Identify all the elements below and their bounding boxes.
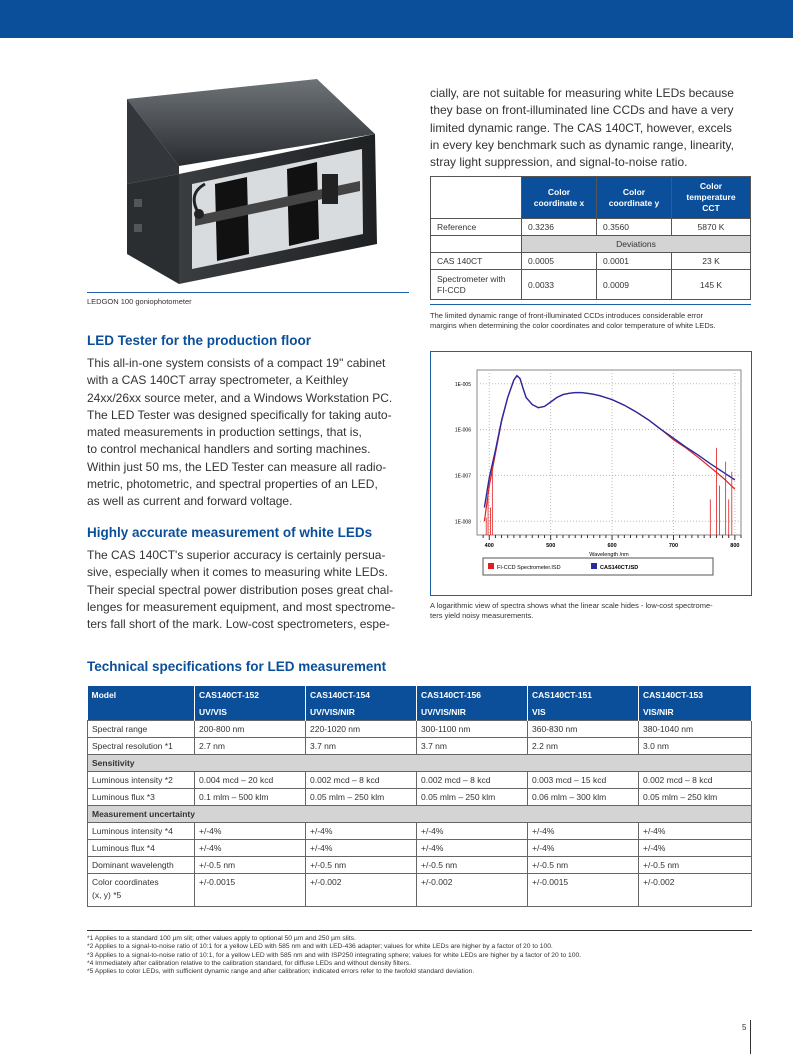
spec-section-label: Sensitivity: [88, 755, 752, 772]
section-heading-led-tester: LED Tester for the production floor: [87, 333, 311, 348]
spec-row-label: Luminous intensity *2: [88, 772, 195, 789]
spec-cell: 0.003 mcd – 15 kcd: [528, 772, 639, 789]
spec-subheader-3: UV/VIS/NIR: [417, 703, 528, 721]
graph-caption: A logarithmic view of spectra shows what the linear scale hides - low-cost spectrome- ters yield noisy measurements.: [430, 601, 713, 620]
col-header-cct: Color temperature CCT: [672, 177, 751, 219]
spec-cell: 220-1020 nm: [306, 721, 417, 738]
spec-cell: 0.05 mlm – 250 klm: [306, 789, 417, 806]
table-row: [88, 857, 752, 874]
spec-header-2: CAS140CT-154: [306, 686, 417, 703]
spec-cell: +/-0.002: [306, 874, 417, 907]
footnotes: *1 Applies to a standard 100 µm slit; other values apply to optional 50 µm and 250 µm slits. *2 Applies to a signal-to-noise ratio of 10:1 for a yellow LED with 585 nm and with LED-436 adapter; values for white LEDs are higher by a factor of 20 to 100. *3 Applies to a signal-to-noise ratio of 10:1, for a yellow LED with 585 nm and with ISP250 integrating sphere; values for white LEDs are higher by a factor of 20 to 100. *4 Immediately after calibration relative to the calibration standard, for diffuse LEDs and without density filters. *5 Applies to color LEDs, with sufficient dynamic range and after calibration; indicated errors refer to the twofold standard deviation.: [87, 930, 752, 976]
spec-section-label: Measurement uncertainty: [88, 806, 752, 823]
spec-subheader-1: UV/VIS: [195, 703, 306, 721]
spec-cell: +/-4%: [306, 823, 417, 840]
spec-cell: 300-1100 nm: [417, 721, 528, 738]
color-coordinate-table: [430, 176, 751, 300]
spectrum-chart: [431, 352, 751, 595]
x-tick-label: 400: [484, 543, 494, 549]
spec-cell: +/-4%: [195, 823, 306, 840]
y-tick-label: 1E-008: [454, 519, 471, 526]
spec-header-0: Model: [88, 686, 195, 703]
spec-cell: +/-0.5 nm: [195, 857, 306, 874]
photo-caption: LEDGON 100 goniophotometer: [87, 297, 192, 306]
spec-cell: +/-0.5 nm: [306, 857, 417, 874]
spec-row-label: Luminous flux *3: [88, 789, 195, 806]
table-row: CAS 140CT 0.0005 0.0001 23 K: [431, 253, 751, 270]
spec-cell: +/-4%: [417, 840, 528, 857]
spec-subheader-4: VIS: [528, 703, 639, 721]
spec-row-label: Color coordinates (x, y) *5: [88, 874, 195, 907]
table-rule: [430, 304, 751, 305]
x-tick-label: 700: [668, 543, 679, 549]
page-number: 5: [742, 1023, 747, 1032]
right-intro-text: cially, are not suitable for measuring white LEDs because they base on front-illuminated line CCDs and have a very limited dynamic range. The CAS 140CT, however, excels in every key benchmark such as dynamic range, linearity, stray light suppression, and signal-to-noise ratio.: [430, 86, 734, 170]
spec-cell: +/-0.002: [639, 874, 752, 907]
x-tick-label: 600: [607, 543, 617, 549]
spec-cell: 0.002 mcd – 8 kcd: [306, 772, 417, 789]
table-caption: The limited dynamic range of front-illuminated CCDs introduces considerable error margins when determining the color coordinates and color temperature of white LEDs.: [430, 311, 716, 330]
spec-cell: +/-0.002: [417, 874, 528, 907]
x-axis-label: Wavelength /nm: [589, 552, 629, 558]
spec-cell: +/-4%: [306, 840, 417, 857]
spec-cell: 0.06 mlm – 300 klm: [528, 789, 639, 806]
spec-cell: +/-0.5 nm: [417, 857, 528, 874]
table-row: Spectrometer with FI-CCD 0.0033 0.0009 145 K: [431, 270, 751, 300]
spec-row-label: Luminous intensity *4: [88, 823, 195, 840]
table-row: [88, 840, 752, 857]
spec-subheader-5: VIS/NIR: [639, 703, 752, 721]
spec-header-5: CAS140CT-153: [639, 686, 752, 703]
y-tick-label: 1E-006: [454, 427, 471, 434]
spec-cell: 3.0 nm: [639, 738, 752, 755]
page-rule: [750, 1020, 751, 1054]
spec-cell: +/-4%: [639, 823, 752, 840]
y-tick-label: 1E-007: [454, 473, 471, 480]
spec-cell: 0.002 mcd – 8 kcd: [639, 772, 752, 789]
table-row: [88, 874, 752, 907]
table-row: [88, 721, 752, 738]
spec-cell: 3.7 nm: [306, 738, 417, 755]
spec-title: Technical specifications for LED measurement: [87, 659, 387, 674]
spec-cell: 0.05 mlm – 250 klm: [639, 789, 752, 806]
spec-table: [87, 686, 752, 907]
spec-row-label: Spectral resolution *1: [88, 738, 195, 755]
spec-cell: 380-1040 nm: [639, 721, 752, 738]
col-header-x: Color coordinate x: [522, 177, 597, 219]
legend-swatch: [591, 563, 597, 569]
legend-label: CAS140CT.ISD: [600, 565, 639, 571]
spec-cell: +/-0.0015: [528, 874, 639, 907]
spec-subheader-0: [88, 703, 195, 721]
photo-rule: [87, 292, 409, 293]
table-row: [88, 772, 752, 789]
section-body-led-tester: This all-in-one system consists of a compact 19" cabinet with a CAS 140CT array spectrometer, a Keithley 24xx/26xx source meter, and a Windows Workstation PC. The LED Tester was designed specifically for taking auto- mated measurements in production settings, that is, to control mechanical handlers and sorting machines. Within just 50 ms, the LED Tester can measure all radio- metric, photometric, and spectral properties of an LED, as well as current and forward voltage.: [87, 356, 393, 509]
section-heading-white-leds: Highly accurate measurement of white LEDs: [87, 525, 373, 540]
spec-cell: +/-4%: [639, 840, 752, 857]
col-header-y: Color coordinate y: [597, 177, 672, 219]
spec-cell: 0.05 mlm – 250 klm: [417, 789, 528, 806]
spec-cell: 360-830 nm: [528, 721, 639, 738]
top-banner: [0, 0, 793, 38]
deviations-row: Deviations: [431, 236, 751, 253]
spec-cell: +/-4%: [528, 840, 639, 857]
spec-cell: 3.7 nm: [417, 738, 528, 755]
spectrum-graph-box: [430, 351, 752, 596]
spec-cell: +/-0.5 nm: [639, 857, 752, 874]
spec-cell: 2.7 nm: [195, 738, 306, 755]
y-tick-label: 1E-005: [454, 381, 471, 388]
spec-cell: 0.002 mcd – 8 kcd: [417, 772, 528, 789]
table-row: [88, 823, 752, 840]
spec-subheader-2: UV/VIS/NIR: [306, 703, 417, 721]
spec-header-4: CAS140CT-151: [528, 686, 639, 703]
reference-row: Reference 0.3236 0.3560 5870 K: [431, 219, 751, 236]
spec-cell: +/-0.0015: [195, 874, 306, 907]
legend-label: FI-CCD Spectrometer.ISD: [497, 565, 561, 571]
section-body-white-leds: The CAS 140CT's superior accuracy is certainly persua- sive, especially when it comes to measuring white LEDs. Their special spectral power distribution poses great chal- lenges for measurement equipment, and most spectrome- ters fall short of the mark. Low-cost spectrometers, espe-: [87, 548, 396, 632]
spec-cell: +/-4%: [195, 840, 306, 857]
spec-header-3: CAS140CT-156: [417, 686, 528, 703]
plot-area: [477, 370, 741, 535]
spec-row-label: Luminous flux *4: [88, 840, 195, 857]
spec-cell: 200-800 nm: [195, 721, 306, 738]
spec-row-label: Spectral range: [88, 721, 195, 738]
spec-cell: +/-4%: [417, 823, 528, 840]
spec-header-1: CAS140CT-152: [195, 686, 306, 703]
spec-cell: 0.1 mlm – 500 klm: [195, 789, 306, 806]
x-tick-label: 500: [546, 543, 556, 549]
spec-section-row: [88, 755, 752, 772]
spec-row-label: Dominant wavelength: [88, 857, 195, 874]
x-tick-label: 800: [730, 543, 740, 549]
spec-section-row: [88, 806, 752, 823]
legend-swatch: [488, 563, 494, 569]
spec-cell: +/-0.5 nm: [528, 857, 639, 874]
spec-cell: +/-4%: [528, 823, 639, 840]
table-row: [88, 789, 752, 806]
goniophotometer-photo: [87, 74, 409, 292]
spec-cell: 0.004 mcd – 20 kcd: [195, 772, 306, 789]
table-row: [88, 738, 752, 755]
spec-cell: 2.2 nm: [528, 738, 639, 755]
